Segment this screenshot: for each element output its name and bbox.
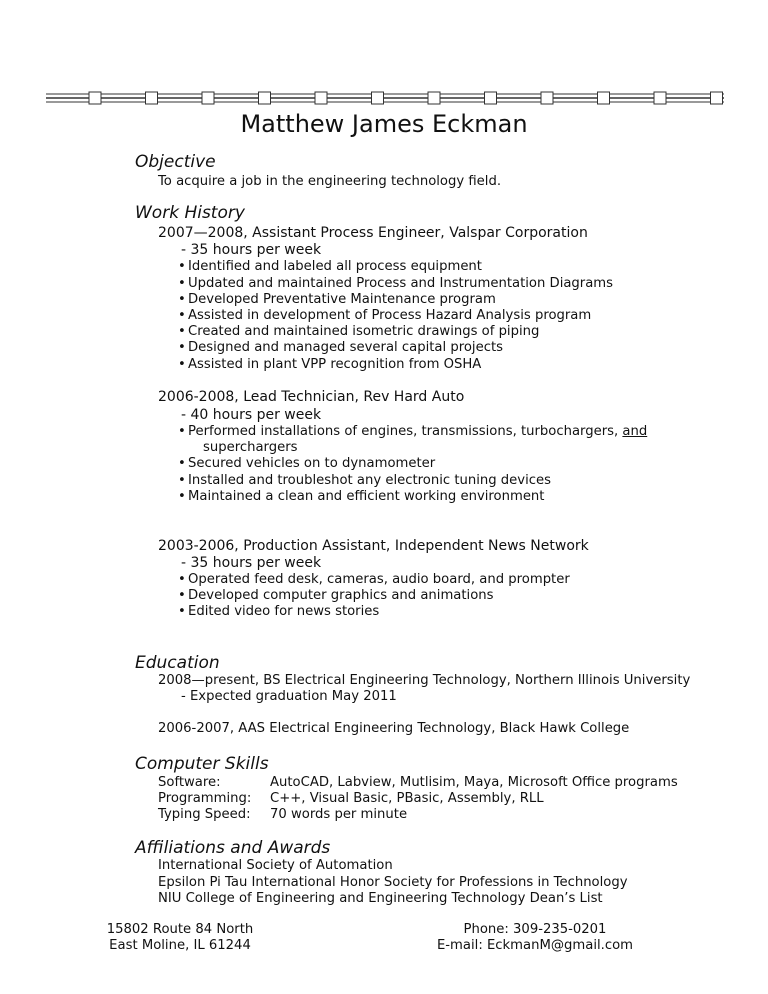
header-decorative-rule xyxy=(46,91,724,105)
rule-box xyxy=(372,92,384,104)
footer-address-line2: East Moline, IL 61244 xyxy=(109,938,251,953)
job-bullet: • Edited video for news stories xyxy=(178,604,380,619)
bullet-glyph: • xyxy=(178,324,186,339)
rule-box xyxy=(202,92,214,104)
rule-box xyxy=(146,92,158,104)
bullet-glyph: • xyxy=(178,340,186,355)
computer-skills-heading: Computer Skills xyxy=(135,754,269,774)
rule-box xyxy=(598,92,610,104)
job-bullet: • Assisted in development of Process Hazard Analysis program xyxy=(178,308,592,323)
job-hours: - 35 hours per week xyxy=(181,242,322,258)
objective-heading: Objective xyxy=(135,152,216,172)
skill-label: Typing Speed: xyxy=(158,807,251,822)
job-title: 2003-2006, Production Assistant, Independent News Network xyxy=(158,538,589,554)
bullet-glyph: • xyxy=(178,604,186,619)
footer-phone: Phone: 309-235-0201 xyxy=(463,922,607,937)
rule-box xyxy=(428,92,440,104)
affiliation-item: Epsilon Pi Tau International Honor Society for Professions in Technology xyxy=(158,875,628,890)
job-bullet: • Designed and managed several capital projects xyxy=(178,340,503,355)
footer-email: E-mail: EckmanM@gmail.com xyxy=(436,938,634,953)
education-heading: Education xyxy=(135,653,220,673)
job-bullet: • Secured vehicles on to dynamometer xyxy=(178,456,436,471)
footer-address-line1: 15802 Route 84 North xyxy=(106,922,254,937)
job-bullet: • Maintained a clean and efficient working environment xyxy=(178,489,545,504)
skill-label: Programming: xyxy=(158,791,252,806)
underlined-word: and xyxy=(622,424,648,439)
education-entry: 2008—present, BS Electrical Engineering Technology, Northern Illinois University xyxy=(158,673,691,688)
affiliation-item: NIU College of Engineering and Engineering Technology Dean’s List xyxy=(158,891,603,906)
job-bullet: • Installed and troubleshot any electronic tuning devices xyxy=(178,473,551,488)
rule-box xyxy=(315,92,327,104)
job-hours: - 40 hours per week xyxy=(181,407,322,423)
job-bullet: • Developed Preventative Maintenance program xyxy=(178,292,496,307)
skill-value: AutoCAD, Labview, Mutlisim, Maya, Microsoft Office programs xyxy=(270,775,678,790)
job-hours: - 35 hours per week xyxy=(181,555,322,571)
resume-name: Matthew James Eckman xyxy=(240,110,528,138)
job-bullet: • Updated and maintained Process and Instrumentation Diagrams xyxy=(178,276,614,291)
education-entry: 2006-2007, AAS Electrical Engineering Technology, Black Hawk College xyxy=(158,721,630,736)
bullet-glyph: • xyxy=(178,456,186,471)
job-bullet: • Created and maintained isometric drawings of piping xyxy=(178,324,540,339)
job-title: 2006-2008, Lead Technician, Rev Hard Auto xyxy=(158,389,465,405)
job-bullet: • Performed installations of engines, transmissions, turbochargers, and xyxy=(178,424,648,439)
rule-box xyxy=(89,92,101,104)
rule-box xyxy=(259,92,271,104)
job-bullet: • Developed computer graphics and animations xyxy=(178,588,494,603)
bullet-glyph: • xyxy=(178,357,186,372)
bullet-glyph: • xyxy=(178,572,186,587)
objective-text: To acquire a job in the engineering technology field. xyxy=(158,174,502,189)
job-bullet: • Identified and labeled all process equipment xyxy=(178,259,482,274)
bullet-glyph: • xyxy=(178,473,186,488)
job-bullet: • Operated feed desk, cameras, audio board, and prompter xyxy=(178,572,570,587)
bullet-glyph: • xyxy=(178,588,186,603)
skill-label: Software: xyxy=(158,775,221,790)
bullet-glyph: • xyxy=(178,489,186,504)
job-bullet-continuation: superchargers xyxy=(203,440,298,455)
rule-box xyxy=(711,92,723,104)
work-history-heading: Work History xyxy=(135,203,245,223)
affiliations-heading: Affiliations and Awards xyxy=(135,838,331,858)
bullet-glyph: • xyxy=(178,259,186,274)
rule-box xyxy=(654,92,666,104)
rule-box xyxy=(485,92,497,104)
skill-value: 70 words per minute xyxy=(270,807,408,822)
affiliation-item: International Society of Automation xyxy=(158,858,393,873)
bullet-glyph: • xyxy=(178,292,186,307)
education-note: - Expected graduation May 2011 xyxy=(181,689,397,704)
bullet-glyph: • xyxy=(178,276,186,291)
skill-value: C++, Visual Basic, PBasic, Assembly, RLL xyxy=(270,791,544,806)
bullet-glyph: • xyxy=(178,308,186,323)
job-title: 2007—2008, Assistant Process Engineer, Valspar Corporation xyxy=(158,225,588,241)
job-bullet: • Assisted in plant VPP recognition from OSHA xyxy=(178,357,482,372)
rule-box xyxy=(541,92,553,104)
bullet-glyph: • xyxy=(178,424,186,439)
